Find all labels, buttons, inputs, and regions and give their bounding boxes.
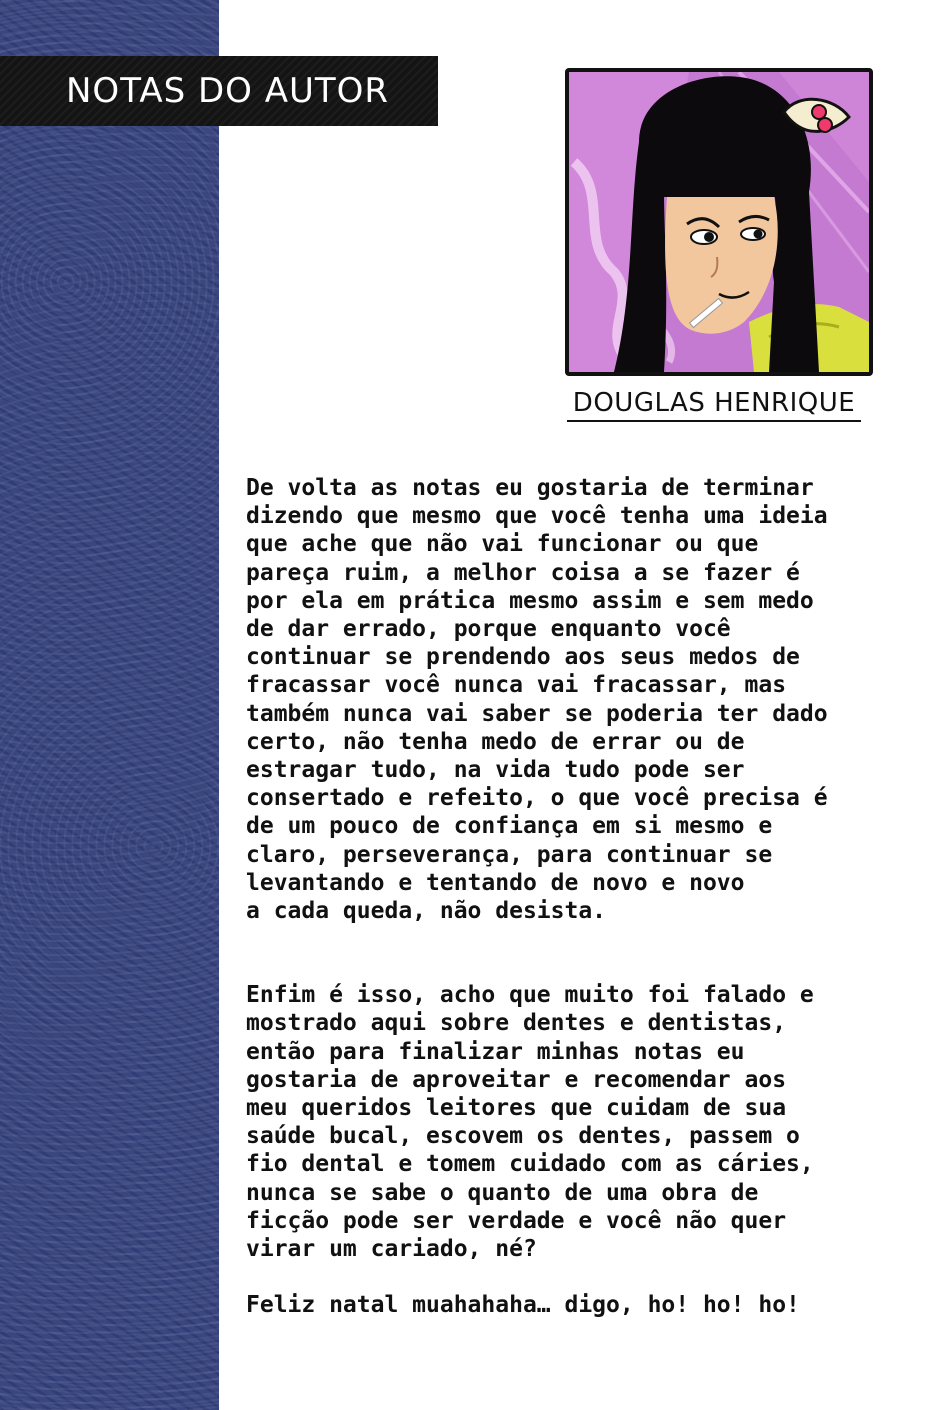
page-title: NOTAS DO AUTOR xyxy=(66,71,390,111)
notes-paragraph-1: De volta as notas eu gostaria de terminar dizendo que mesmo que você tenha uma ideia que ache que não vai funcionar ou que pareça ruim, a melhor coisa a se fazer é por ela em prática mesmo assim e sem medo de dar errado, porque enquanto você continuar se prendendo aos seus medos de fracassar você nunca vai fracassar, mas também nunca vai saber se poderia ter dado certo, não tenha medo de errar ou de estragar tudo, na vida tudo pode ser consertado e refeito, o que você precisa é de um pouco de confiança em si mesmo e claro, perseverança, para continuar se levantando e tentando de novo e novo a cada queda, não desista. xyxy=(246,475,828,925)
author-portrait xyxy=(565,68,873,376)
title-banner xyxy=(0,56,438,126)
author-avatar-illustration xyxy=(569,72,869,372)
author-name: DOUGLAS HENRIQUE xyxy=(567,386,861,422)
decorative-side-strip xyxy=(0,0,219,1410)
paragraph-spacer xyxy=(246,925,886,981)
paragraph-spacer xyxy=(246,1263,886,1291)
notes-paragraph-3: Feliz natal muahahaha… digo, ho! ho! ho! xyxy=(246,1292,800,1319)
author-notes-body xyxy=(246,474,886,1319)
notes-paragraph-2: Enfim é isso, acho que muito foi falado e mostrado aqui sobre dentes e dentistas, então para finalizar minhas notas eu gostaria de aproveitar e recomendar aos meu queridos leitores que cuidam de sua saúde bucal, escovem os dentes, passem o fio dental e tomem cuidado com as cáries, nunca se sabe o quanto de uma obra de ficção pode ser verdade e você não quer virar um cariado, né? xyxy=(246,982,814,1263)
